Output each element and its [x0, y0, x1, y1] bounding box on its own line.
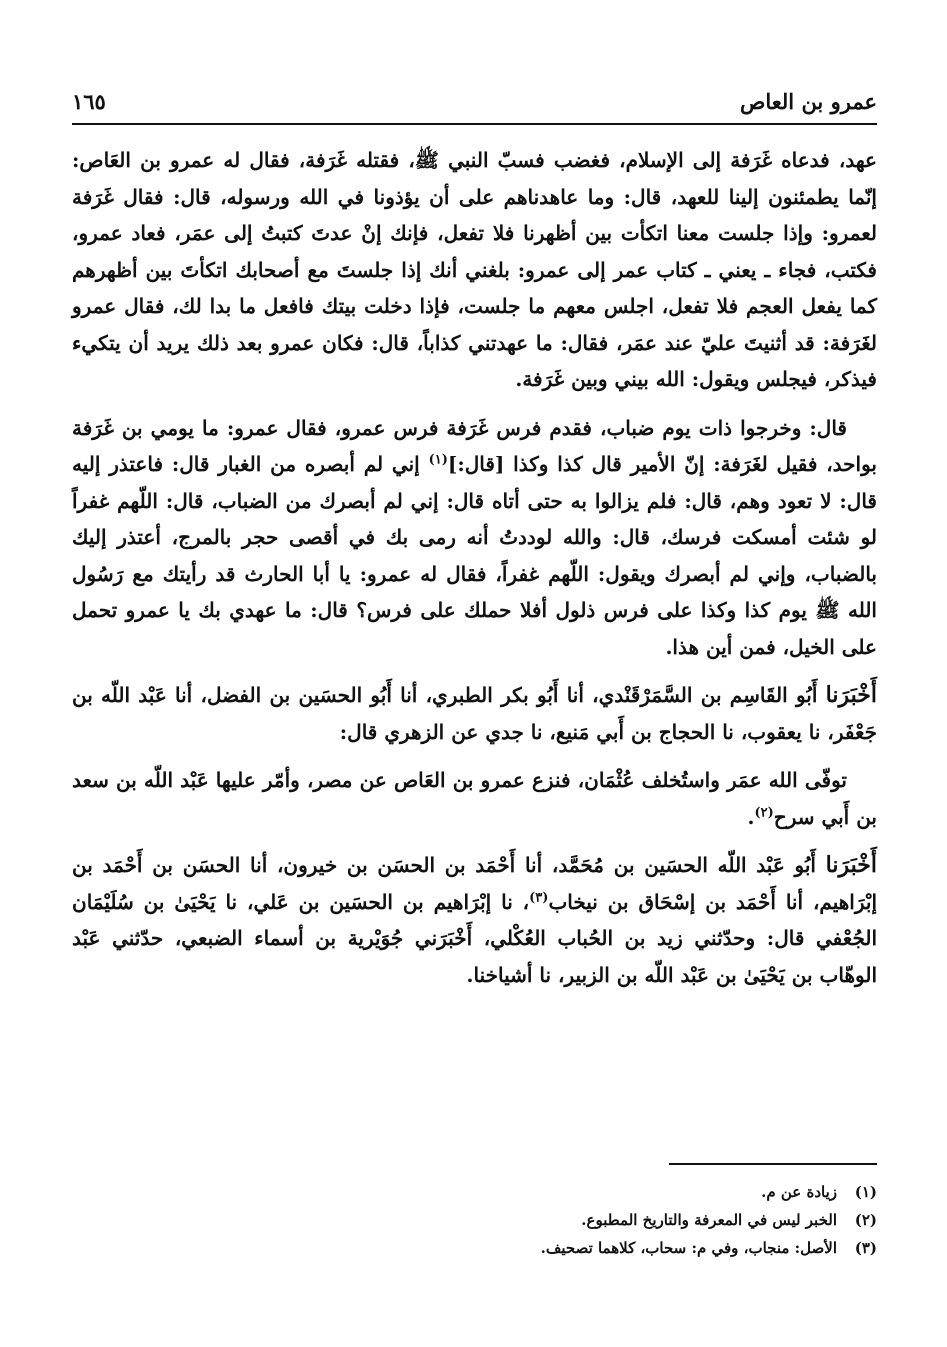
- paragraph-2: [72, 410, 877, 666]
- footnote-number: (١): [854, 1183, 877, 1201]
- footnote-ref-3[interactable]: (٣): [529, 889, 549, 905]
- paragraph-4-end: .: [747, 804, 755, 829]
- paragraph-2-part-1: قال: وخرجوا ذات يوم ضباب، فقدم فرس غَرَفة فرس عمرو، فقال عمرو: ما يومي بن غَرَفة بواحد، فقيل لغَرَفة: إنّ الأمير قال كذا وكذا [قال:]: [72, 415, 877, 476]
- paragraph-5: [72, 847, 877, 993]
- footnote-2: [72, 1206, 877, 1234]
- paragraph-5-part-2: ، نا إبْرَاهيم بن الحسَين بن عَلي، نا يَحْيَىٰ بن سُلَيْمَان الجُعْفي قال: وحدّثني زيد بن الحُباب العُكْلي، أَخْبَرَني جُوَيْرية بن أسماء الضبعي، حدّثني عَبْد الوهّاب بن يَحْيَىٰ بن عَبْد اللّه بن الزبير، نا أشياخنا.: [72, 889, 877, 987]
- footnote-1: [72, 1178, 877, 1206]
- footnote-number: (٣): [854, 1239, 877, 1257]
- paragraph-1: عهد، فدعاه غَرَفة إلى الإسلام، فغضب فسبّ النبي ﷺ، فقتله غَرَفة، فقال له عمرو بن العَاص: إنّما يطمئنون إلينا للعهد، قال: وما عاهدناهم على أن يؤذونا في الله ورسوله، قال: فقال غَرَفة لعمرو: وإذا جلست معنا اتكأت بين أظهرنا فلا تفعل، فإنك إنْ عدتَ كتبتُ إلى عمَر، فعاد عمرو، فكتب، فجاء ـ يعني ـ كتاب عمر إلى عمرو: بلغني أنك إذا جلستَ مع أصحابك اتكأتَ بين أظهرهم كما يفعل العجم فلا تفعل، اجلس معهم ما جلست، فإذا دخلت بيتك فافعل ما بدا لك، فقال عمرو لغَرَفة: قد أثنيتَ عليّ عند عمَر، فقال: ما عهدتني كذاباً، قال: فكان عمرو بعد ذلك يريد أن يتكيء فيذكر، فيجلس ويقول: الله بيني وبين غَرَفة.: [72, 148, 877, 391]
- main-text: [72, 142, 877, 1005]
- footnote-number: (٢): [854, 1211, 877, 1229]
- footnote-ref-2[interactable]: (٢): [754, 804, 774, 820]
- paragraph-3: [72, 677, 877, 750]
- header-rule: [72, 123, 877, 125]
- paragraph-4: [72, 762, 877, 835]
- footnote-rule: [669, 1163, 877, 1165]
- isnad-keyword: أَخْبَرَنا: [825, 852, 877, 878]
- footnote-ref-1[interactable]: (١): [428, 452, 448, 468]
- page-number: ١٦٥: [72, 89, 106, 114]
- footnotes: [72, 1178, 877, 1262]
- footnote-3: [72, 1234, 877, 1262]
- running-title: عمرو بن العاص: [739, 89, 877, 114]
- paragraph-5-part-1: أَبُو عَبْد اللّه الحسَين بن مُحَمَّد، أنا أَحْمَد بن الحسَن بن خيرون، أنا الحسَن بن أَحْمَد بن إبْرَاهيم، أنا أَحْمَد بن إسْحَاق بن نيخاب: [72, 853, 878, 914]
- page-header: [72, 78, 877, 122]
- paragraph-2-part-2: إني لم أبصره من الغبار قال: فاعتذر إليه قال: لا تعود وهم، قال: فلم يزالوا به حتى أتاه قال: إني لم أبصرك من الضباب، قال: اللّهم غفراً لو شئت أمسكت فرسك، قال: والله لوددتُ أنه رمى بك في أقصى حجر بالمرج، أعتذر إليك بالضباب، وإني لم أبصرك ويقول: اللّهم غفراً، فقال له عمرو: يا أبا الحارث قد رأيتك مع رَسُول الله ﷺ يوم كذا وكذا على فرس ذلول أفلا حملك على فرس؟ قال: ما عهدي بك يا عمرو تحمل على الخيل، فمن أين هذا.: [72, 452, 877, 659]
- paragraph-4-text: توفّى الله عمَر واستُخلف عُثْمَان، فنزع عمرو بن العَاص عن مصر، وأمّر عليها عَبْد اللّه بن سعد بن أَبي سرح: [72, 768, 877, 829]
- footnote-text: الخبر ليس في المعرفة والتاريخ المطبوع.: [581, 1211, 837, 1229]
- paragraph-3-text: أَبُو القَاسِم بن السَّمَرْقَنْدي، أنا أَبُو بكر الطبري، أنا أَبُو الحسَين بن الفضل، أنا عَبْد اللّه بن جَعْفَر، نا يعقوب، نا الحجاج بن أَبي مَنيع، نا جدي عن الزهري قال:: [72, 683, 877, 744]
- isnad-keyword: أَخْبَرَنا: [825, 682, 877, 708]
- footnote-text: زيادة عن م.: [761, 1183, 837, 1201]
- footnote-text: الأصل: منجاب، وفي م: سحاب، كلاهما تصحيف.: [540, 1239, 837, 1257]
